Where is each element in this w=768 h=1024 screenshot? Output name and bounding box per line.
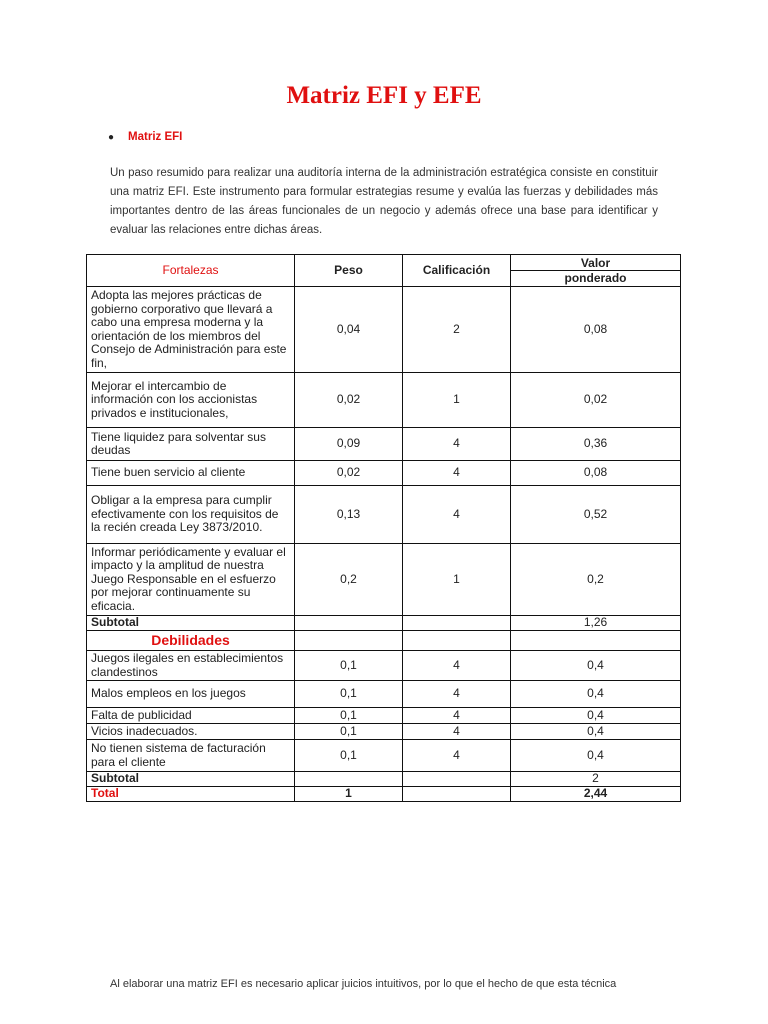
factor-cell: Tiene liquidez para solventar sus deudas	[87, 428, 295, 461]
header-calificacion: Calificación	[403, 255, 511, 287]
bullet-label: Matriz EFI	[128, 131, 183, 143]
calificacion-cell: 4	[403, 681, 511, 708]
empty-cell	[295, 616, 403, 631]
factor-cell: Falta de publicidad	[87, 708, 295, 724]
factor-cell: Tiene buen servicio al cliente	[87, 461, 295, 486]
valor-cell: 0,2	[511, 544, 681, 616]
factor-cell: Vicios inadecuados.	[87, 724, 295, 740]
empty-cell	[403, 787, 511, 802]
factor-cell: Mejorar el intercambio de información con los accionistas privados e institucionales,	[87, 373, 295, 428]
factor-cell: No tienen sistema de facturación para el cliente	[87, 740, 295, 772]
debilidades-header: Debilidades	[87, 631, 295, 651]
empty-cell	[295, 631, 403, 651]
empty-cell	[403, 631, 511, 651]
calificacion-cell: 2	[403, 287, 511, 373]
valor-cell: 0,4	[511, 651, 681, 681]
factor-cell: Juegos ilegales en establecimientos clandestinos	[87, 651, 295, 681]
valor-cell: 0,02	[511, 373, 681, 428]
bullet-icon: ●	[108, 132, 115, 143]
table-row	[87, 681, 681, 708]
calificacion-cell: 4	[403, 461, 511, 486]
peso-cell: 0,1	[295, 651, 403, 681]
peso-cell: 0,04	[295, 287, 403, 373]
table-row	[87, 287, 681, 373]
valor-cell: 0,4	[511, 724, 681, 740]
peso-cell: 0,1	[295, 724, 403, 740]
calificacion-cell: 4	[403, 651, 511, 681]
calificacion-cell: 4	[403, 428, 511, 461]
calificacion-cell: 4	[403, 708, 511, 724]
valor-cell: 0,08	[511, 461, 681, 486]
valor-cell: 0,36	[511, 428, 681, 461]
peso-cell: 0,1	[295, 708, 403, 724]
weaknesses-header-row	[87, 631, 681, 651]
peso-cell: 0,09	[295, 428, 403, 461]
peso-cell: 0,1	[295, 740, 403, 772]
empty-cell	[295, 772, 403, 787]
table-row	[87, 740, 681, 772]
subtotal-row	[87, 772, 681, 787]
table-row	[87, 651, 681, 681]
table-header-row	[87, 255, 681, 287]
empty-cell	[511, 631, 681, 651]
header-valor-bottom: ponderado	[564, 271, 627, 285]
table-row	[87, 461, 681, 486]
efi-matrix-table	[86, 254, 681, 802]
factor-cell: Adopta las mejores prácticas de gobierno corporativo que llevará a cabo una empresa moderna y la orientación de los miembros del Consejo de Administración para este fin,	[87, 287, 295, 373]
total-label: Total	[87, 787, 295, 802]
calificacion-cell: 4	[403, 724, 511, 740]
valor-cell: 0,4	[511, 681, 681, 708]
bullet-item	[108, 131, 182, 143]
intro-paragraph: Un paso resumido para realizar una auditoría interna de la administración estratégica consiste en constituir una matriz EFI. Este instrumento para formular estrategias resume y evalúa las fuerzas y debilidades más importantes dentro de las áreas funcionales de un negocio y además ofrece una base para identificar y evaluar las relaciones entre dichas áreas.	[110, 167, 658, 236]
total-peso: 1	[295, 787, 403, 802]
table-row	[87, 428, 681, 461]
table-row	[87, 724, 681, 740]
header-fortalezas: Fortalezas	[87, 255, 295, 287]
page-title: Matriz EFI y EFE	[286, 82, 482, 109]
subtotal-label: Subtotal	[87, 616, 295, 631]
total-valor: 2,44	[511, 787, 681, 802]
peso-cell: 0,13	[295, 486, 403, 544]
header-peso: Peso	[295, 255, 403, 287]
peso-cell: 0,1	[295, 681, 403, 708]
footer-paragraph: Al elaborar una matriz EFI es necesario aplicar juicios intuitivos, por lo que el hecho de que esta técnica	[110, 978, 617, 990]
factor-cell: Malos empleos en los juegos	[87, 681, 295, 708]
calificacion-cell: 4	[403, 486, 511, 544]
total-row	[87, 787, 681, 802]
subtotal-row	[87, 616, 681, 631]
subtotal-valor: 1,26	[511, 616, 681, 631]
header-valor-top: Valor	[511, 256, 680, 271]
empty-cell	[403, 772, 511, 787]
peso-cell: 0,02	[295, 373, 403, 428]
subtotal-label: Subtotal	[87, 772, 295, 787]
valor-cell: 0,52	[511, 486, 681, 544]
valor-cell: 0,4	[511, 740, 681, 772]
table-row	[87, 544, 681, 616]
calificacion-cell: 1	[403, 544, 511, 616]
valor-cell: 0,4	[511, 708, 681, 724]
table-row	[87, 486, 681, 544]
table-row	[87, 373, 681, 428]
factor-cell: Informar periódicamente y evaluar el impacto y la amplitud de nuestra Juego Responsable en el esfuerzo por mejorar continuamente su eficacia.	[87, 544, 295, 616]
peso-cell: 0,02	[295, 461, 403, 486]
table-row	[87, 708, 681, 724]
subtotal-valor: 2	[511, 772, 681, 787]
valor-cell: 0,08	[511, 287, 681, 373]
factor-cell: Obligar a la empresa para cumplir efectivamente con los requisitos de la recién creada Ley 3873/2010.	[87, 486, 295, 544]
calificacion-cell: 1	[403, 373, 511, 428]
empty-cell	[403, 616, 511, 631]
peso-cell: 0,2	[295, 544, 403, 616]
header-valor-ponderado	[511, 255, 681, 287]
calificacion-cell: 4	[403, 740, 511, 772]
